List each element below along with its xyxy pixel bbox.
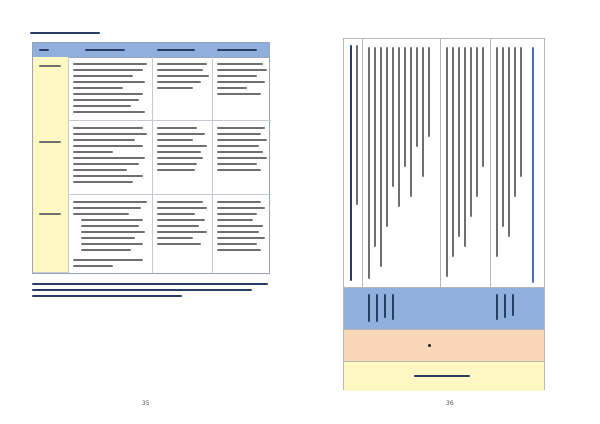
text-line: [73, 111, 145, 113]
text-line: [374, 47, 376, 247]
right-page: [300, 0, 600, 424]
text-line: [217, 139, 267, 141]
text-line: [73, 127, 143, 129]
text-line: [508, 47, 510, 237]
text-line: [217, 63, 263, 65]
text-line: [217, 201, 261, 203]
text-line: [404, 47, 406, 167]
table-cell: [213, 121, 271, 195]
table-cell: [213, 57, 271, 121]
text-line: [81, 243, 143, 245]
text-line: [81, 219, 143, 221]
page-number: 36: [446, 400, 454, 407]
text-line: [73, 63, 147, 65]
text-line: [217, 243, 257, 245]
text-line: [157, 145, 207, 147]
text-line: [532, 47, 534, 283]
text-line: [392, 47, 394, 187]
text-line: [157, 75, 209, 77]
text-line: [356, 45, 358, 205]
text-line: [410, 47, 412, 197]
table-cell: [153, 57, 213, 121]
caption-text-line: [30, 32, 100, 34]
text-line: [157, 219, 205, 221]
header-line: [217, 49, 257, 51]
text-line: [217, 145, 259, 147]
header-band: [344, 287, 544, 329]
text-line: [73, 157, 145, 159]
text-line: [217, 127, 265, 129]
text-line: [157, 63, 207, 65]
text-line: [458, 47, 460, 237]
text-line: [157, 157, 203, 159]
development-table: [32, 42, 270, 274]
text-line: [422, 47, 424, 177]
text-line: [73, 69, 143, 71]
text-line: [81, 249, 131, 251]
text-line: [428, 47, 430, 137]
text-line: [496, 294, 498, 320]
stage-band: [344, 329, 544, 361]
text-line: [73, 87, 123, 89]
text-line: [73, 145, 143, 147]
text-line: [157, 213, 195, 215]
text-line: [73, 213, 129, 215]
text-line: [157, 243, 201, 245]
text-line: [416, 47, 418, 147]
stage-line: [39, 213, 61, 215]
note-line: [32, 283, 268, 285]
text-line: [464, 47, 466, 247]
page-number: 35: [142, 400, 150, 407]
text-line: [73, 105, 131, 107]
text-line: [392, 294, 394, 320]
title-band: [344, 361, 544, 391]
text-line: [217, 231, 259, 233]
text-line: [217, 219, 253, 221]
text-line: [73, 93, 143, 95]
header-line: [85, 49, 125, 51]
table-cell: [69, 57, 153, 121]
text-line: [476, 47, 478, 197]
rotated-table: [343, 38, 545, 390]
text-line: [157, 231, 207, 233]
text-line: [368, 294, 370, 322]
text-line: [380, 47, 382, 267]
text-line: [217, 151, 263, 153]
text-line: [217, 163, 257, 165]
table-cell: [69, 121, 153, 195]
text-line: [157, 81, 201, 83]
text-line: [217, 75, 257, 77]
text-line: [157, 151, 201, 153]
band-text-area: [428, 368, 442, 386]
text-line: [73, 163, 139, 165]
text-line: [217, 213, 257, 215]
text-line: [157, 225, 199, 227]
stage-line: [39, 141, 61, 143]
text-line: [157, 69, 203, 71]
text-line: [502, 47, 504, 227]
text-line: [514, 47, 516, 197]
text-line: [217, 169, 261, 171]
text-line: [73, 139, 135, 141]
text-line: [217, 133, 261, 135]
text-line: [157, 127, 197, 129]
text-line: [504, 294, 506, 318]
table-cell: [69, 195, 153, 273]
text-line: [157, 139, 193, 141]
text-line: [350, 45, 352, 281]
text-line: [217, 87, 247, 89]
text-line: [217, 93, 261, 95]
note-line: [32, 295, 182, 297]
text-line: [446, 47, 448, 277]
text-line: [512, 294, 514, 316]
text-line: [73, 151, 113, 153]
text-line: [157, 87, 193, 89]
text-line: [470, 47, 472, 217]
text-line: [157, 237, 193, 239]
text-line: [73, 133, 147, 135]
table-cell: [213, 195, 271, 273]
stage-column: [33, 57, 69, 273]
text-line: [73, 99, 139, 101]
text-line: [73, 169, 127, 171]
text-line: [482, 47, 484, 167]
note-line: [32, 289, 252, 291]
text-line: [157, 163, 197, 165]
text-line: [81, 225, 139, 227]
text-line: [217, 225, 263, 227]
table-caption: [30, 32, 100, 34]
table-header-row: [33, 43, 269, 58]
text-line: [73, 181, 133, 183]
text-line: [452, 47, 454, 257]
text-line: [157, 169, 195, 171]
stage-line: [39, 65, 61, 67]
text-line: [73, 207, 141, 209]
text-line: [73, 259, 143, 261]
text-line: [520, 47, 522, 177]
text-line: [384, 294, 386, 318]
table-cell: [153, 195, 213, 273]
text-line: [386, 47, 388, 227]
text-line: [81, 231, 145, 233]
band-text-line: [414, 375, 470, 377]
text-line: [217, 69, 267, 71]
text-line: [73, 175, 143, 177]
text-line: [398, 47, 400, 207]
text-line: [217, 249, 261, 251]
text-line: [217, 207, 265, 209]
text-line: [368, 47, 370, 279]
header-line: [39, 49, 49, 51]
text-line: [217, 157, 267, 159]
text-line: [496, 47, 498, 257]
text-line: [73, 201, 147, 203]
header-line: [157, 49, 195, 51]
text-line: [73, 75, 133, 77]
text-line: [217, 237, 265, 239]
text-line: [157, 133, 205, 135]
text-line: [73, 81, 145, 83]
text-line: [157, 207, 207, 209]
text-line: [81, 237, 135, 239]
bullet-dot: [428, 344, 431, 347]
text-line: [73, 265, 113, 267]
text-line: [157, 201, 203, 203]
text-line: [376, 294, 378, 322]
table-cell: [153, 121, 213, 195]
text-line: [217, 81, 265, 83]
